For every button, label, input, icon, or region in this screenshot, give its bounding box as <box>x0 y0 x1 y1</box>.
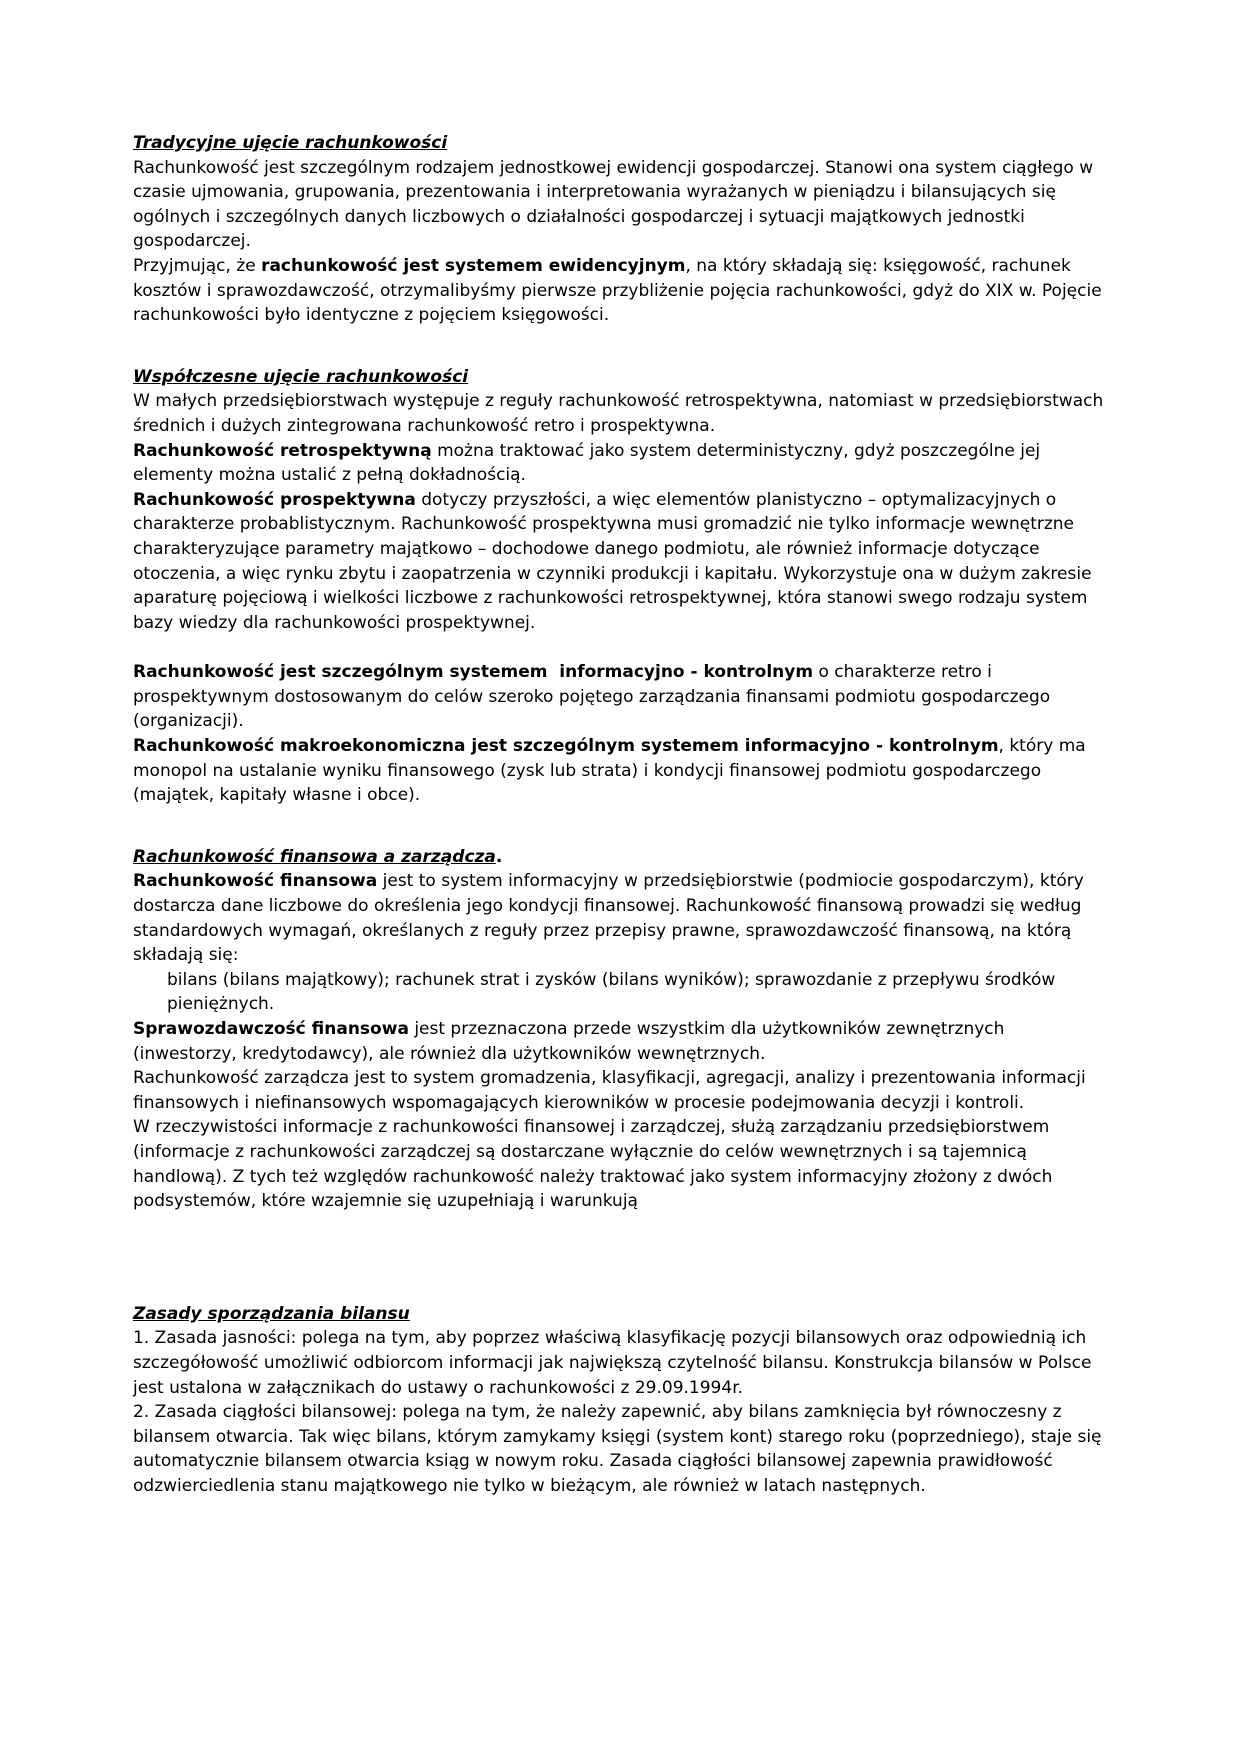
section <box>133 365 1110 808</box>
paragraph <box>133 389 1110 438</box>
paragraph <box>133 254 1110 328</box>
section <box>133 131 1110 328</box>
bold-text-run: rachunkowość jest systemem ewidencyjnym <box>261 255 686 276</box>
section-heading-text: Współczesne ujęcie rachunkowości <box>133 366 469 387</box>
text-run: , który ma monopol na ustalanie wyniku finansowego (zysk lub strata) i kondycji finansowej podmiotu gospodarczego (majątek, kapitały własne i obce). <box>133 736 1092 806</box>
text-run: jest to system informacyjny w przedsiębiorstwie (podmiocie gospodarczym), który dostarcza dane liczbowe do określenia jego kondycji finansowej. Rachunkowość finansową prowadzi się według standardowych wymagań, określanych z reguły przez przepisy prawne, sprawozdawczość finansową, na którą składają się: <box>133 871 1090 966</box>
section-heading <box>133 131 1110 156</box>
paragraph <box>133 869 1110 967</box>
section-heading <box>133 365 1110 390</box>
paragraph <box>133 1326 1110 1400</box>
paragraph <box>133 156 1110 254</box>
text-run: jest przeznaczona przede wszystkim dla użytkowników zewnętrznych (inwestorzy, kredytodawcy), ale również dla użytkowników wewnętrznych. <box>133 1019 1010 1064</box>
bold-text-run: Rachunkowość jest szczególnym systemem informacyjno - kontrolnym <box>133 662 814 683</box>
document-body <box>133 131 1110 1499</box>
section-heading-text: Rachunkowość finansowa a zarządcza <box>133 846 496 867</box>
section-heading-text: Tradycyjne ujęcie rachunkowości <box>133 133 448 153</box>
paragraph <box>133 660 1110 734</box>
paragraph <box>133 1115 1110 1213</box>
text-run: Przyjmując, że <box>133 255 262 276</box>
text-run: W małych przedsiębiorstwach występuje z reguły rachunkowość retrospektywna, natomiast w przedsiębiorstwach średnich i dużych zintegrowana rachunkowość retro i prospektywna. <box>133 391 1109 436</box>
text-run: o charakterze retro i prospektywnym dostosowanym do celów szeroko pojętego zarządzania finansami podmiotu gospodarczego (organizacji). <box>133 662 1056 732</box>
paragraph <box>133 488 1110 636</box>
text-run: bilans (bilans majątkowy); rachunek strat i zysków (bilans wyników); sprawozdanie z przepływu środków pieniężnych. <box>167 969 1061 1015</box>
paragraph <box>133 1400 1110 1498</box>
text-run: W rzeczywistości informacje z rachunkowości finansowej i zarządczej, służą zarządzaniu przedsiębiorstwem (informacje z rachunkowości zarządczej są dostarczane wyłącznie do celów wewnętrznych i są tajemnicą handlową). Z tych też względów rachunkowość należy traktować jako system informacyjny złożony z dwóch podsystemów, które wzajemnie się uzupełniają i warunkują <box>133 1117 1058 1212</box>
paragraph <box>133 439 1110 488</box>
bold-text-run: Rachunkowość prospektywna <box>133 489 416 510</box>
text-run: dotyczy przyszłości, a więc elementów planistyczno – optymalizacyjnych o charakterze probablistycznym. Rachunkowość prospektywna musi gromadzić nie tylko informacje wewnętrzne charakteryzujące parametry majątkowo – dochodowe danego podmiotu, ale również informacje dotyczące otoczenia, a więc rynku zbytu i zaopatrzenia w czynniki produkcji i kapitału. Wykorzystuje ona w dużym zakresie aparaturę pojęciową i wielkości liczbowe z rachunkowości retrospektywnej, która stanowi swego rodzaju system bazy wiedzy dla rachunkowości prospektywnej. <box>133 489 1097 633</box>
section <box>133 845 1110 1214</box>
section-heading-text: Zasady sporządzania bilansu <box>133 1303 410 1324</box>
paragraph <box>133 1066 1110 1115</box>
text-run: , na który składają się: księgowość, rachunek kosztów i sprawozdawczość, otrzymalibyśmy pierwsze przybliżenie pojęcia rachunkowości, gdyż do XIX w. Pojęcie rachunkowości było identyczne z pojęciem księgowości. <box>133 255 1108 326</box>
section <box>133 1302 1110 1499</box>
text-run: 1. Zasada jasności: polega na tym, aby poprzez właściwą klasyfikację pozycji bilansowych oraz odpowiednią ich szczegółowość umożliwić odbiorcom informacji jak największą czytelność bilansu. Konstrukcja bilansów w Polsce jest ustalona w załącznikach do ustawy o rachunkowości z 29.09.1994r. <box>133 1328 1097 1398</box>
bold-text-run: Rachunkowość finansowa <box>133 871 378 892</box>
paragraph <box>133 734 1110 808</box>
bold-text-run: Sprawozdawczość finansowa <box>133 1019 409 1039</box>
section-heading-suffix: . <box>495 846 503 867</box>
text-run: Rachunkowość zarządcza jest to system gromadzenia, klasyfikacji, agregacji, analizy i prezentowania informacji finansowych i niefinansowych wspomagających kierowników w procesie podejmowania decyzji i kontroli. <box>133 1068 1092 1113</box>
section-heading <box>133 1302 1110 1327</box>
paragraph <box>133 968 1110 1017</box>
bold-text-run: Rachunkowość makroekonomiczna jest szczególnym systemem informacyjno - kontrolnym <box>133 736 999 757</box>
paragraph <box>133 1017 1110 1066</box>
bold-text-run: Rachunkowość retrospektywną <box>133 440 432 461</box>
text-run: można traktować jako system deterministyczny, gdyż poszczególne jej elementy można ustalić z pełną dokładnością. <box>133 440 1046 486</box>
section-heading <box>133 845 1110 870</box>
text-run: Rachunkowość jest szczególnym rodzajem jednostkowej ewidencji gospodarczej. Stanowi ona system ciągłego w czasie ujmowania, grupowania, prezentowania i interpretowania wyrażanych w pieniądzu i bilansujących się ogólnych i szczególnych danych liczbowych o działalności gospodarczej i sytuacji majątkowych jednostki gospodarczej. <box>133 157 1099 252</box>
text-run: 2. Zasada ciągłości bilansowej: polega na tym, że należy zapewnić, aby bilans zamknięcia był równoczesny z bilansem otwarcia. Tak więc bilans, którym zamykamy księgi (system kont) starego roku (poprzedniego), staje się automatycznie bilansem otwarcia ksiąg w nowym roku. Zasada ciągłości bilansowej zapewnia prawidłowość odzwierciedlenia stanu majątkowego nie tylko w bieżącym, ale również w latach następnych. <box>133 1402 1107 1496</box>
